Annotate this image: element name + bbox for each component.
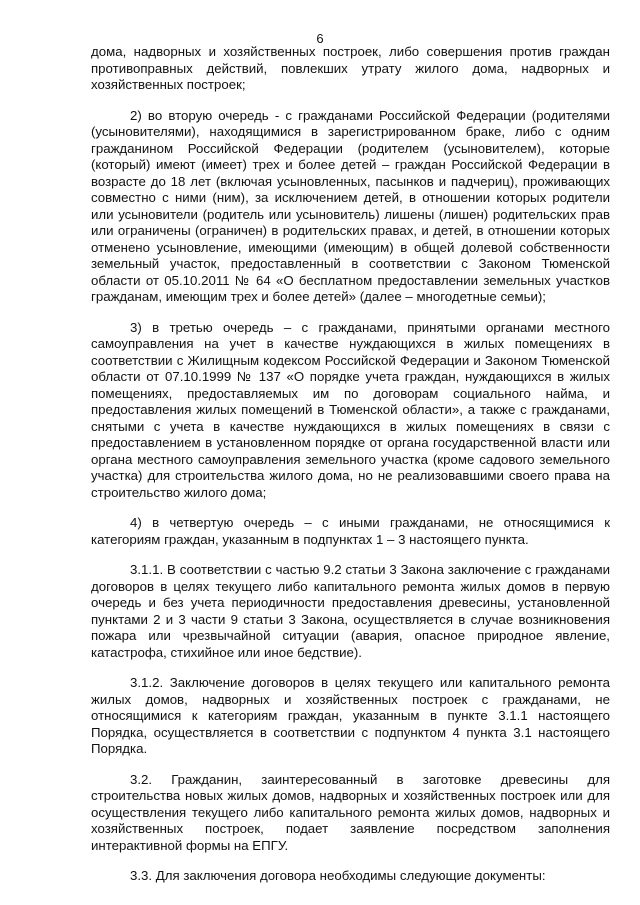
paragraph-item-4: 4) в четвертую очередь – с иными гражданами, не относящимися к категориям граждан, указанным в подпунктах 1 – 3 настоящего пункта. — [91, 515, 610, 547]
paragraph-3-1-1: 3.1.1. В соответствии с частью 9.2 статьи 3 Закона заключение с гражданами договоров в целях текущего либо капитального ремонта жилых домов в первую очередь и без учета периодичности предоставления древесины, установленной пунктами 2 и 3 части 9 статьи 3 Закона, осуществляется в случае возникновения пожара или чрезвычайной ситуации (авария, опасное природное явление, катастрофа, стихийное или иное бедствие). — [91, 562, 610, 660]
paragraph-3-1-2: 3.1.2. Заключение договоров в целях текущего или капитального ремонта жилых домов, надворных и хозяйственных построек с гражданами, не относящимися к категориям граждан, указанным в пункте 3.1.1 настоящего Порядка, осуществляется в соответствии с подпунктом 4 пункта 3.1 настоящего Порядка. — [91, 675, 610, 756]
paragraph-item-2: 2) во вторую очередь - с гражданами Российской Федерации (родителями (усыновителями), находящимися в зарегистрированном браке, либо с одним гражданином Российской Федерации (родителем (усыновителем), которые (который) имеют (имеет) трех и более детей – граждан Российской Федерации в возрасте до 18 лет (включая усыновленных, пасынков и падчериц), проживающих совместно с ними (ним), за исключением детей, в отношении которых родители или усыновители (родитель или усыновитель) лишены (лишен) родительских прав или ограничены (ограничен) в родительских правах, и детей, в отношении которых отменено усыновление, имеющими (имеющим) в общей долевой собственности земельный участок, предоставленный в соответствии с Законом Тюменской области от 05.10.2011 № 64 «О бесплатном предоставлении земельных участков гражданам, имеющим трех и более детей» (далее – многодетные семьи); — [91, 107, 610, 304]
paragraph-3-3: 3.3. Для заключения договора необходимы следующие документы: — [130, 868, 546, 883]
paragraph-item-3: 3) в третью очередь – с гражданами, принятыми органами местного самоуправления на учет в качестве нуждающихся в жилых помещениях в соответствии с Жилищным кодексом Российской Федерации и Законом Тюменской области от 07.10.1999 № 137 «О порядке учета граждан, нуждающихся в жилых помещениях, предоставляемых им по договорам социального найма, и предоставления жилых помещений в Тюменской области», а также с гражданами, снятыми с учета в качестве нуждающихся в жилых помещениях в связи с предоставлением в установленном порядке от органа государственной власти или органа местного самоуправления земельного участка (кроме садового земельного участка) для строительства жилого дома, но не реализовавшими своего права на строительство жилого дома; — [91, 319, 610, 500]
document-body — [91, 44, 610, 885]
paragraph-continuation: дома, надворных и хозяйственных построек, либо совершения против граждан противоправных действий, повлекших утрату жилого дома, надворных и хозяйственных построек; — [91, 44, 610, 92]
page-number: 6 — [316, 31, 324, 46]
paragraph-3-2: 3.2. Гражданин, заинтересованный в заготовке древесины для строительства новых жилых домов, надворных и хозяйственных построек или для осуществления текущего либо капитального ремонта жилых домов, надворных и хозяйственных построек, подает заявление посредством заполнения интерактивной формы на ЕПГУ. — [91, 771, 610, 853]
